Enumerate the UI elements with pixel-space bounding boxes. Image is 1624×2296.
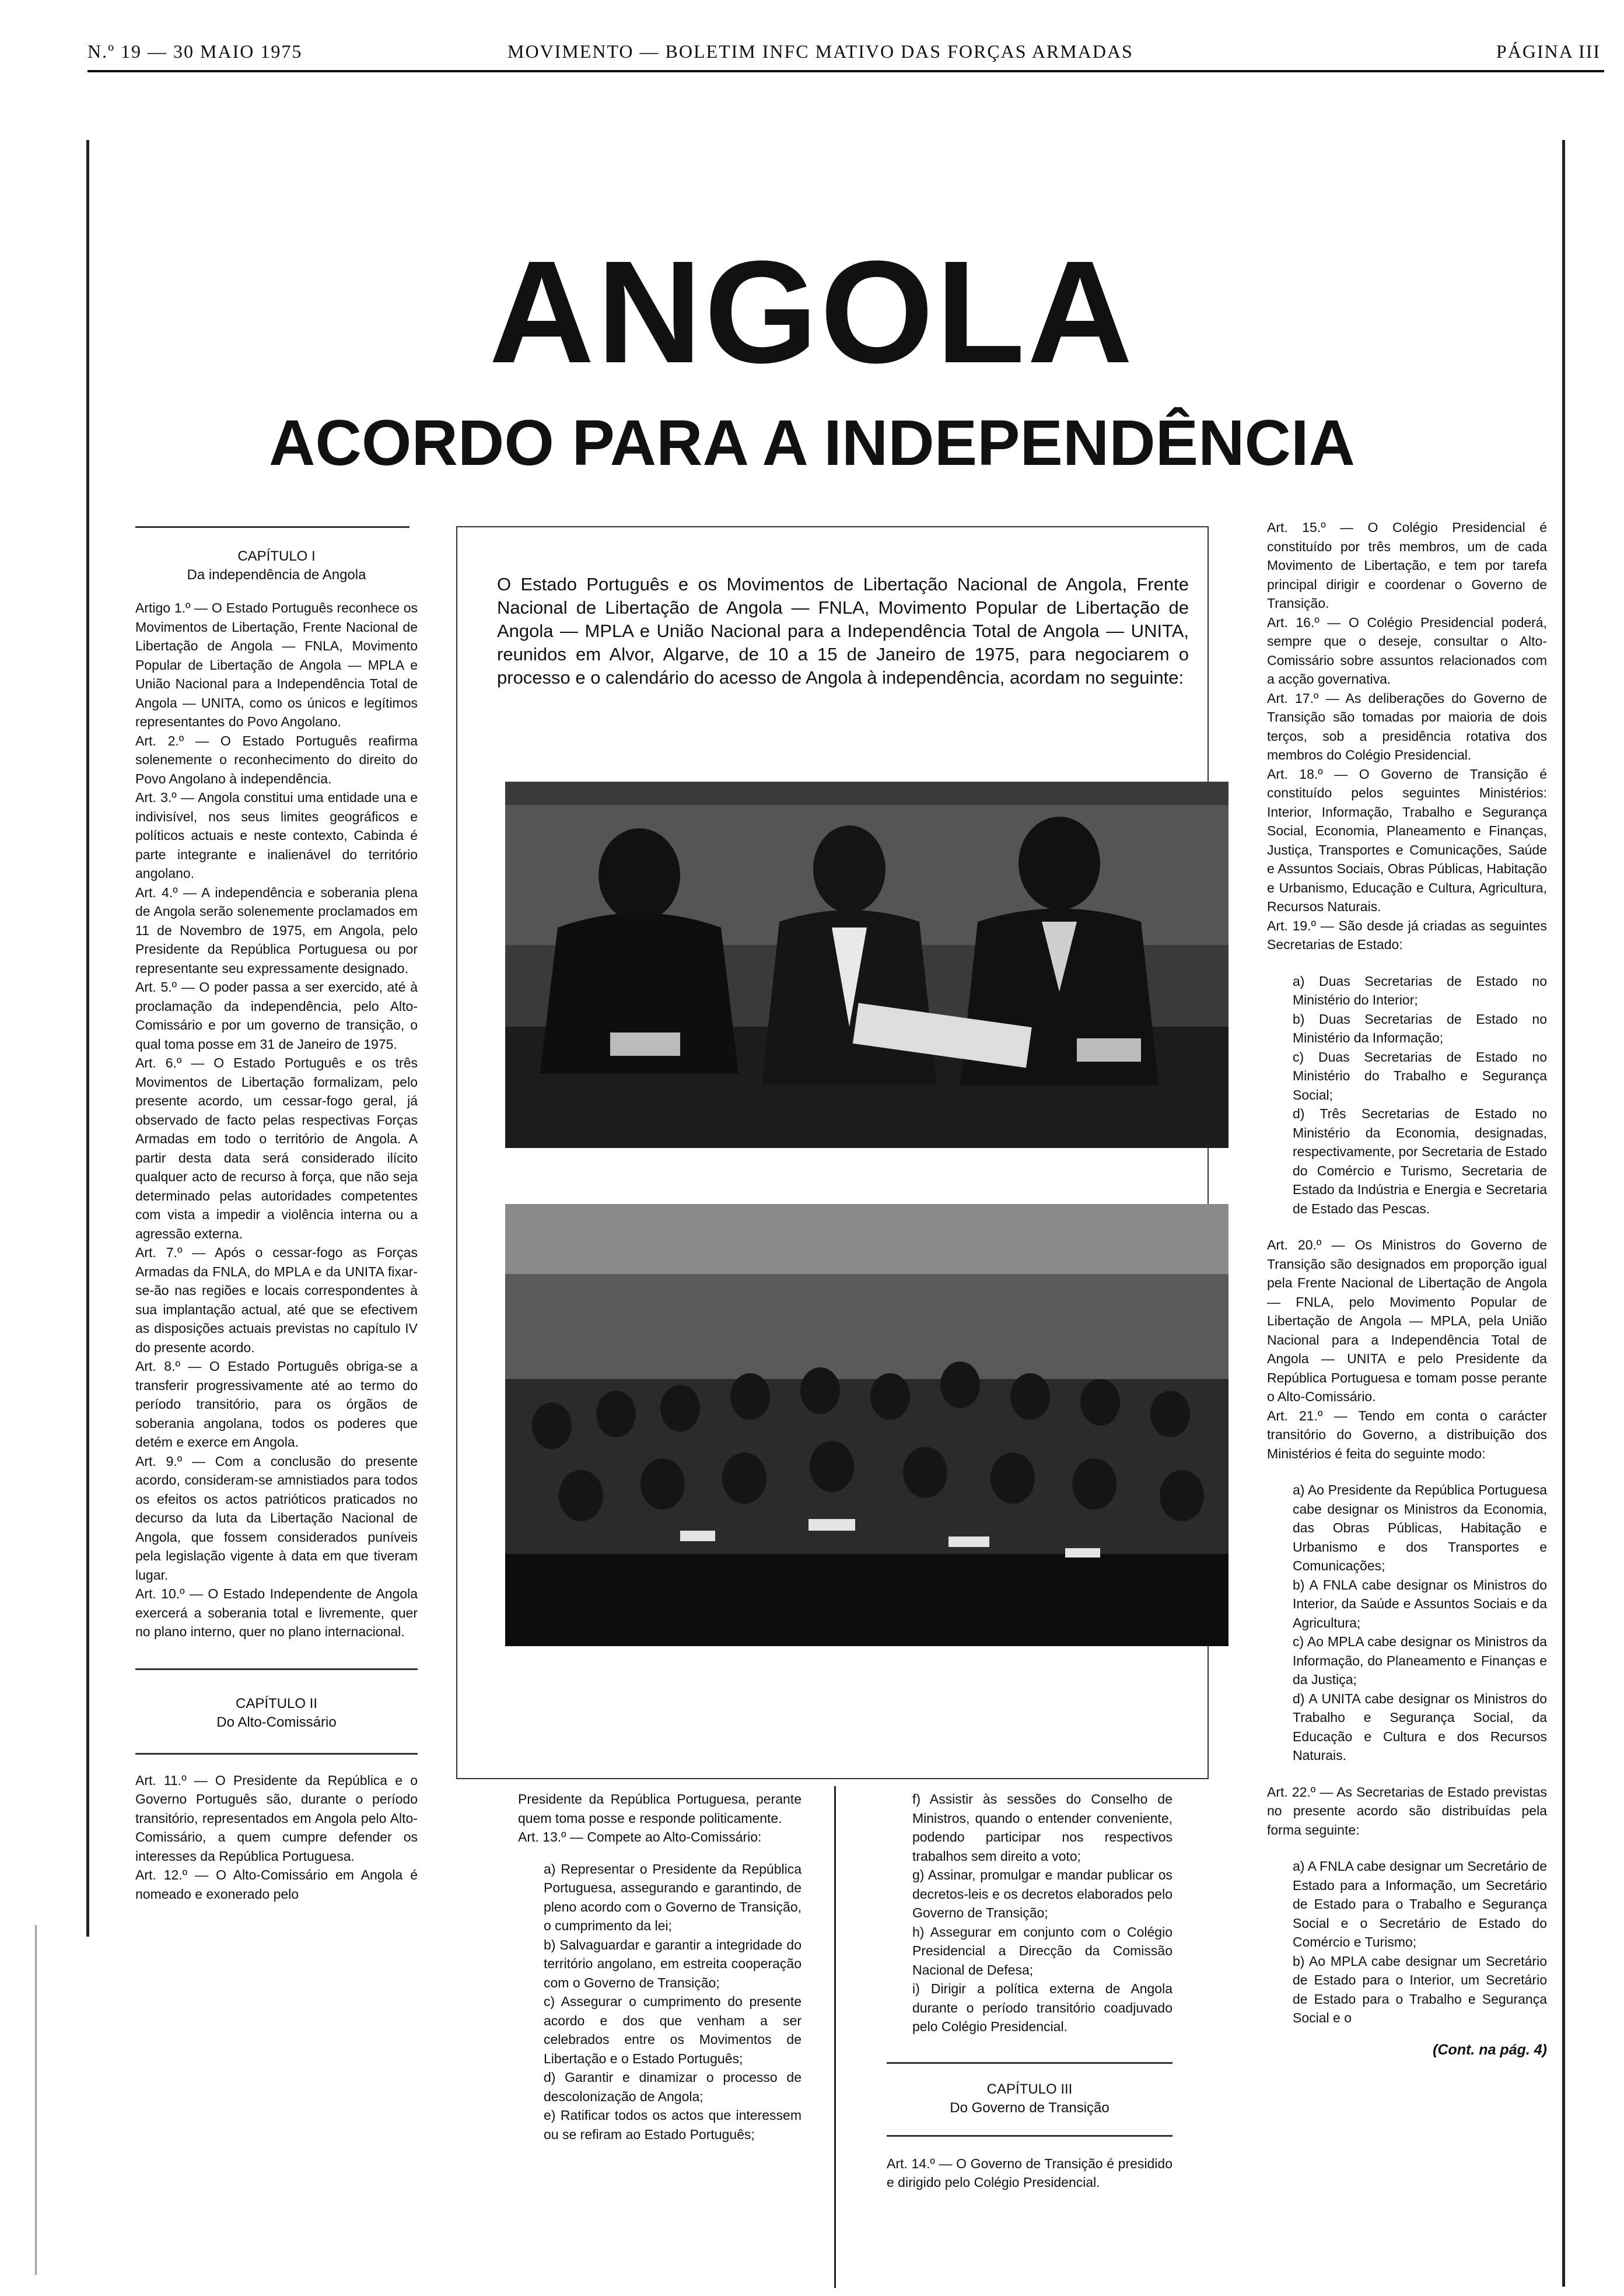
- article-paragraph: Art. 22.º — As Secretarias de Estado previstas no presente acordo são distribuídas pela forma seguinte:: [1267, 1784, 1547, 1838]
- list-item: b) Duas Secretarias de Estado no Ministério da Informação;: [1293, 1011, 1547, 1045]
- photo-three-leaders-image: [505, 782, 1228, 1148]
- chapter-rule: [887, 2135, 1172, 2137]
- article-paragraph: Art. 20.º — Os Ministros do Governo de Transição são designados em proporção igual pela Frente Nacional de Libertação de Angola — FNLA, pelo Movimento Popular de Libertação de Angola — MPLA, pela União Nacional para a Independência Total de Angola — UNITA e pelo Presidente da República Portuguesa e tomam posse perante o Alto-Comissário.: [1267, 1237, 1547, 1404]
- publication-name: MOVIMENTO — BOLETIM INFC MATIVO DAS FORÇAS ARMADAS: [508, 41, 1133, 62]
- photo-signing-crowd: [505, 1204, 1228, 1646]
- article-paragraph: Art. 2.º — O Estado Português reafirma solenemente o reconhecimento do direito do Povo Angolano à independência.: [135, 733, 418, 786]
- list-item: d) A UNITA cabe designar os Ministros do Trabalho e Segurança Social, da Educação e Cultura e dos Recursos Naturais.: [1293, 1690, 1547, 1763]
- list-item: e) Ratificar todos os actos que interessem ou se refiram ao Estado Português;: [544, 2108, 802, 2142]
- list-item: a) Ao Presidente da República Portuguesa cabe designar os Ministros da Economia, das Obras Públicas, Habitação e Urbanismo e dos Transportes e Comunicações;: [1293, 1482, 1547, 1573]
- article-paragraph: Art. 14.º — O Governo de Transição é presidido e dirigido pelo Colégio Presidencial.: [887, 2155, 1172, 2190]
- bottom-left-column: [518, 1790, 802, 2144]
- article-paragraph: Art. 15.º — O Colégio Presidencial é constituído por três membros, um de cada Movimento de Libertação, e tem por tarefa principal dirigir e coordenar o Governo de Transição.: [1267, 520, 1547, 611]
- article-paragraph: Art. 9.º — Com a conclusão do presente acordo, consideram-se amnistiados para todos os efeitos os actos patrióticos praticados no decurso da luta da Libertação Nacional de Angola, que fossem considerados puníveis pela legislação vigente à data em que tiveram lugar.: [135, 1453, 418, 1583]
- article-paragraph: Art. 6.º — O Estado Português e os três Movimentos de Libertação formalizam, pelo presente acordo, um cessar-fogo geral, já observado de facto pelas respectivas Forças Armadas em todo o território de Angola. A partir desta data será considerado ilícito qualquer acto de recurso à força, que não seja determinado pelas autoridades competentes com vista a impedir a violência interna ou a agressão externa.: [135, 1055, 418, 1241]
- photo-signing-crowd-image: [505, 1204, 1228, 1646]
- article-paragraph: Art. 7.º — Após o cessar-fogo as Forças Armadas da FNLA, do MPLA e da UNITA fixar-se-ão nas regiões e locais correspondentes à sua implantação actual, até que se efectivem as disposições actuais previstas no capítulo IV do presente acordo.: [135, 1245, 418, 1355]
- article-paragraph: Presidente da República Portuguesa, perante quem toma posse e responde politicamente.: [518, 1791, 802, 1826]
- list-item: h) Assegurar em conjunto com o Colégio Presidencial a Direcção da Comissão Nacional de Defesa;: [912, 1924, 1172, 1978]
- list-item: a) A FNLA cabe designar um Secretário de Estado para a Informação, um Secretário de Estado para o Trabalho e Segurança Social e o Secretário de Estado do Comércio e Turismo;: [1293, 1859, 1547, 1950]
- article-paragraph: Artigo 1.º — O Estado Português reconhece os Movimentos de Libertação, Frente Nacional de Libertação de Angola — FNLA, Movimento Popular de Libertação de Angola — MPLA e União Nacional para a Independência Total de Angola — UNITA, como os únicos e legítimos representantes do Povo Angolano.: [135, 600, 418, 729]
- chapter-rule: [135, 1668, 418, 1670]
- list-item: a) Duas Secretarias de Estado no Ministério do Interior;: [1293, 973, 1547, 1007]
- intro-paragraph: O Estado Português e os Movimentos de Libertação Nacional de Angola, Frente Nacional de Libertação de Angola — FNLA, Movimento Popular de Libertação de Angola — MPLA e União Nacional para a Independência Total de Angola — UNITA, reunidos em Alvor, Algarve, de 10 a 15 de Janeiro de 1975, para negociarem o processo e o calendário do acesso de Angola à independência, acordam no seguinte:: [497, 574, 1189, 688]
- article-paragraph: Art. 17.º — As deliberações do Governo de Transição são tomadas por maioria de dois terços, sob a presidência rotativa dos membros do Colégio Presidencial.: [1267, 690, 1547, 762]
- chapter-1-title: CAPÍTULO I: [237, 548, 316, 564]
- scan-edge-mark: [35, 1925, 37, 2275]
- list-item: b) Ao MPLA cabe designar um Secretário de Estado para o Interior, um Secretário de Estado para o Trabalho e Segurança Social e o: [1293, 1953, 1547, 2025]
- list-item: b) A FNLA cabe designar os Ministros do Interior, da Saúde e Assuntos Sociais e da Agricultura;: [1293, 1577, 1547, 1630]
- bottom-middle-column: [887, 1790, 1172, 2192]
- chapter-1-subtitle: Da independência de Angola: [187, 567, 366, 583]
- article-paragraph: Art. 5.º — O poder passa a ser exercido, até à proclamação da independência, pelo Alto-Comissário e por um governo de transição, o qual toma posse em 31 de Janeiro de 1975.: [135, 979, 418, 1052]
- header-rule: [88, 70, 1604, 72]
- photo-three-leaders: [505, 782, 1228, 1148]
- list-item: g) Assinar, promulgar e mandar publicar os decretos-leis e os decretos elaborados pelo Governo de Transição;: [912, 1867, 1172, 1920]
- list-item: c) Duas Secretarias de Estado no Ministério do Trabalho e Segurança Social;: [1293, 1049, 1547, 1102]
- article-paragraph: Art. 4.º — A independência e soberania plena de Angola serão solenemente proclamados em 11 de Novembro de 1975, em Angola, pelo Presidente da República Portuguesa ou por representante seu expressamente designado.: [135, 884, 418, 976]
- issue-date: N.º 19 — 30 MAIO 1975: [88, 41, 303, 62]
- page-number: PÁGINA III: [1496, 41, 1601, 62]
- subtitle: ACORDO PARA A INDEPENDÊNCIA: [269, 407, 1355, 479]
- column-divider: [834, 1786, 836, 2288]
- article-paragraph: Art. 11.º — O Presidente da República e o Governo Português são, durante o período transitório, representados em Angola pelo Alto-Comissário, a quem cumpre defender os interesses da República Portuguesa.: [135, 1772, 418, 1864]
- column-rule: [135, 526, 410, 528]
- article-paragraph: Art. 19.º — São desde já criadas as seguintes Secretarias de Estado:: [1267, 918, 1547, 952]
- chapter-rule: [135, 1753, 418, 1755]
- main-title: ANGOLA: [489, 230, 1135, 393]
- article-paragraph: Art. 16.º — O Colégio Presidencial poderá, sempre que o deseje, consultar o Alto-Comissário sobre assuntos relacionados com a acção governativa.: [1267, 614, 1547, 687]
- chapter-2-title: CAPÍTULO II: [235, 1695, 318, 1712]
- list-item: d) Três Secretarias de Estado no Ministério da Economia, designadas, respectivamente, por Secretaria de Estado do Comércio e Turismo, Secretaria de Estado da Indústria e Energia e Secretaria de Estado das Pescas.: [1293, 1106, 1547, 1216]
- right-column: [1267, 518, 1547, 2059]
- continued-note: (Cont. na pág. 4): [1433, 2041, 1547, 2058]
- article-paragraph: Art. 3.º — Angola constitui uma entidade una e indivisível, nos seus limites geográficos e políticos actuais e neste contexto, Cabinda é parte integrante e inalienável do território angolano.: [135, 790, 418, 881]
- article-paragraph: Art. 10.º — O Estado Independente de Angola exercerá a soberania total e livremente, quer no plano interno, quer no plano internacional.: [135, 1586, 418, 1639]
- article-paragraph: Art. 18.º — O Governo de Transição é constituído pelos seguintes Ministérios: Interior, Informação, Trabalho e Segurança Social, Economia, Planeamento e Finanças, Justiça, Transportes e Comunicações, Saúde e Assuntos Sociais, Obras Públicas, Habitação e Urbanismo, Educação e Cultura, Agricultura, Recursos Naturais.: [1267, 766, 1547, 914]
- article-paragraph: Art. 8.º — O Estado Português obriga-se a transferir progressivamente até ao termo do período transitório, para os órgãos de soberania angolana, todos os poderes que detém e exerce em Angola.: [135, 1359, 418, 1450]
- article-paragraph: Art. 13.º — Compete ao Alto-Comissário:: [518, 1829, 762, 1845]
- article-paragraph: Art. 21.º — Tendo em conta o carácter transitório do Governo, a distribuição dos Ministérios é feita do seguinte modo:: [1267, 1408, 1547, 1461]
- article-paragraph: Art. 12.º — O Alto-Comissário em Angola é nomeado e exonerado pelo: [135, 1867, 418, 1902]
- list-item: d) Garantir e dinamizar o processo de descolonização de Angola;: [544, 2070, 802, 2104]
- left-column: [135, 547, 418, 1903]
- chapter-3-subtitle: Do Governo de Transição: [950, 2099, 1110, 2116]
- list-item: i) Dirigir a política externa de Angola durante o período transitório coadjuvado pelo Colégio Presidencial.: [912, 1981, 1172, 2034]
- list-item: c) Assegurar o cumprimento do presente acordo e dos que venham a ser celebrados entre os Movimentos de Libertação e o Estado Português;: [544, 1994, 802, 2066]
- chapter-2-subtitle: Do Alto-Comissário: [216, 1714, 337, 1730]
- list-item: b) Salvaguardar e garantir a integridade do território angolano, em estreita cooperação com o Governo de Transição;: [544, 1937, 802, 1990]
- list-item: c) Ao MPLA cabe designar os Ministros da Informação, do Planeamento e Finanças e da Justiça;: [1293, 1634, 1547, 1687]
- list-item: a) Representar o Presidente da República Portuguesa, assegurando e garantindo, de pleno acordo com o Governo de Transição, o cumprimento da lei;: [544, 1861, 802, 1933]
- chapter-rule: [887, 2062, 1172, 2064]
- list-item: f) Assistir às sessões do Conselho de Ministros, quando o entender conveniente, podendo participar nos respectivos trabalhos sem direito a voto;: [912, 1791, 1172, 1864]
- chapter-3-title: CAPÍTULO III: [986, 2081, 1073, 2097]
